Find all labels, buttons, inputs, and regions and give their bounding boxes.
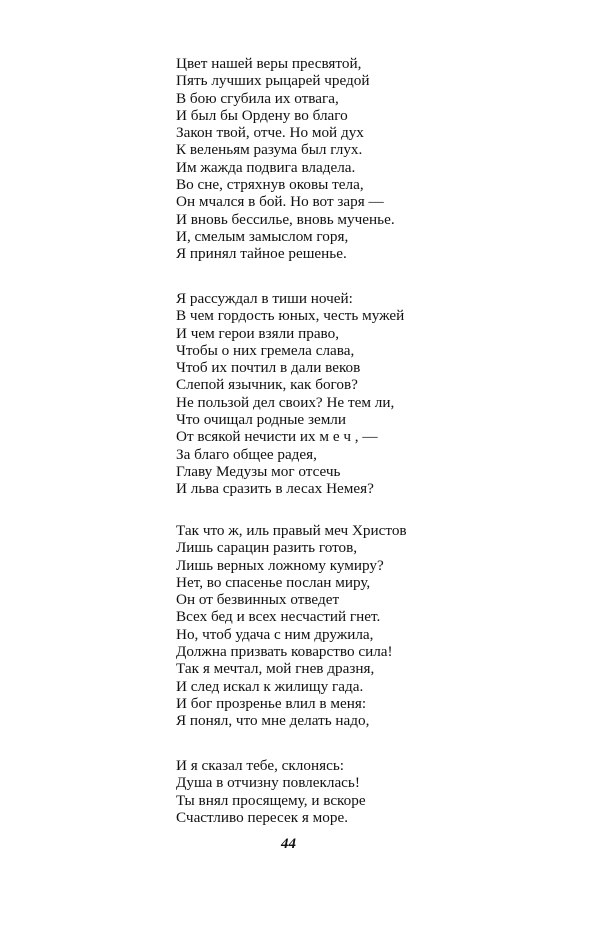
stanza-4 xyxy=(176,757,476,826)
poem-line: Чтоб их почтил в дали веков xyxy=(176,359,361,377)
poem-line: Я понял, что мне делать надо, xyxy=(176,712,370,730)
poem-line: И я сказал тебе, склонясь: xyxy=(176,757,344,774)
poem-line: И след искал к жилищу гада. xyxy=(176,677,364,695)
poem-line: И бог прозренье влил в меня: xyxy=(176,694,367,712)
poem-line: В бою сгубила их отвага, xyxy=(176,89,339,107)
poem-line: Ты внял просящему, и вскоре xyxy=(176,791,366,809)
poem-line: Закон твой, отче. Но мой дух xyxy=(176,124,364,142)
poem-line: Нет, во спасенье послан миру, xyxy=(176,573,371,591)
stanza-3 xyxy=(176,522,476,730)
poem-line: Не пользой дел своих? Не тем ли, xyxy=(176,393,395,411)
poem-line: Лишь верных ложному кумиру? xyxy=(176,556,384,574)
stanza-2 xyxy=(176,290,476,498)
poem-line: Так что ж, иль правый меч Христов xyxy=(176,522,407,539)
poem-line: Я рассуждал в тиши ночей: xyxy=(176,290,353,307)
poem-line: Пять лучших рыцарей чредой xyxy=(176,72,370,90)
stanza-1 xyxy=(176,55,476,263)
poem-line: И чем герои взяли право, xyxy=(176,324,340,342)
poem-line: Счастливо пересек я море. xyxy=(176,808,349,826)
poem-line: Я принял тайное решенье. xyxy=(176,245,347,263)
poem-line: Слепой язычник, как богов? xyxy=(176,376,358,394)
poem-line: Чтобы о них гремела слава, xyxy=(176,341,355,359)
poem-line: К веленьям разума был глух. xyxy=(176,141,363,159)
poem-line: От всякой нечисти их м е ч , — xyxy=(176,428,378,446)
poem-line: Лишь сарацин разить готов, xyxy=(176,539,358,557)
poem-line: Главу Медузы мог отсечь xyxy=(176,462,341,480)
poem-line: Что очищал родные земли xyxy=(176,411,347,429)
poem-line: И вновь бессилье, вновь мученье. xyxy=(176,210,395,228)
poem-line: Он мчался в бой. Но вот заря — xyxy=(176,193,384,211)
page-number: 44 xyxy=(281,836,296,852)
poem-line: За благо общее радея, xyxy=(176,445,317,463)
poem-line: Он от безвинных отведет xyxy=(176,591,340,609)
poem-line: Так я мечтал, мой гнев дразня, xyxy=(176,660,375,678)
poem-line: Должна призвать коварство сила! xyxy=(176,643,393,661)
poem-line: И был бы Ордену во благо xyxy=(176,106,348,124)
poem-line: Им жажда подвига владела. xyxy=(176,158,356,176)
poem-line: В чем гордость юных, честь мужей xyxy=(176,307,405,325)
poem-line: И льва сразить в лесах Немея? xyxy=(176,480,374,498)
poem-line: Цвет нашей веры пресвятой, xyxy=(176,55,362,72)
poem-line: И, смелым замыслом горя, xyxy=(176,227,349,245)
poem-line: Душа в отчизну повлеклась! xyxy=(176,774,360,792)
poem-line: Но, чтоб удача с ним дружила, xyxy=(176,625,374,643)
poem-line: Во сне, стряхнув оковы тела, xyxy=(176,176,364,194)
poem-line: Всех бед и всех несчастий гнет. xyxy=(176,608,381,626)
